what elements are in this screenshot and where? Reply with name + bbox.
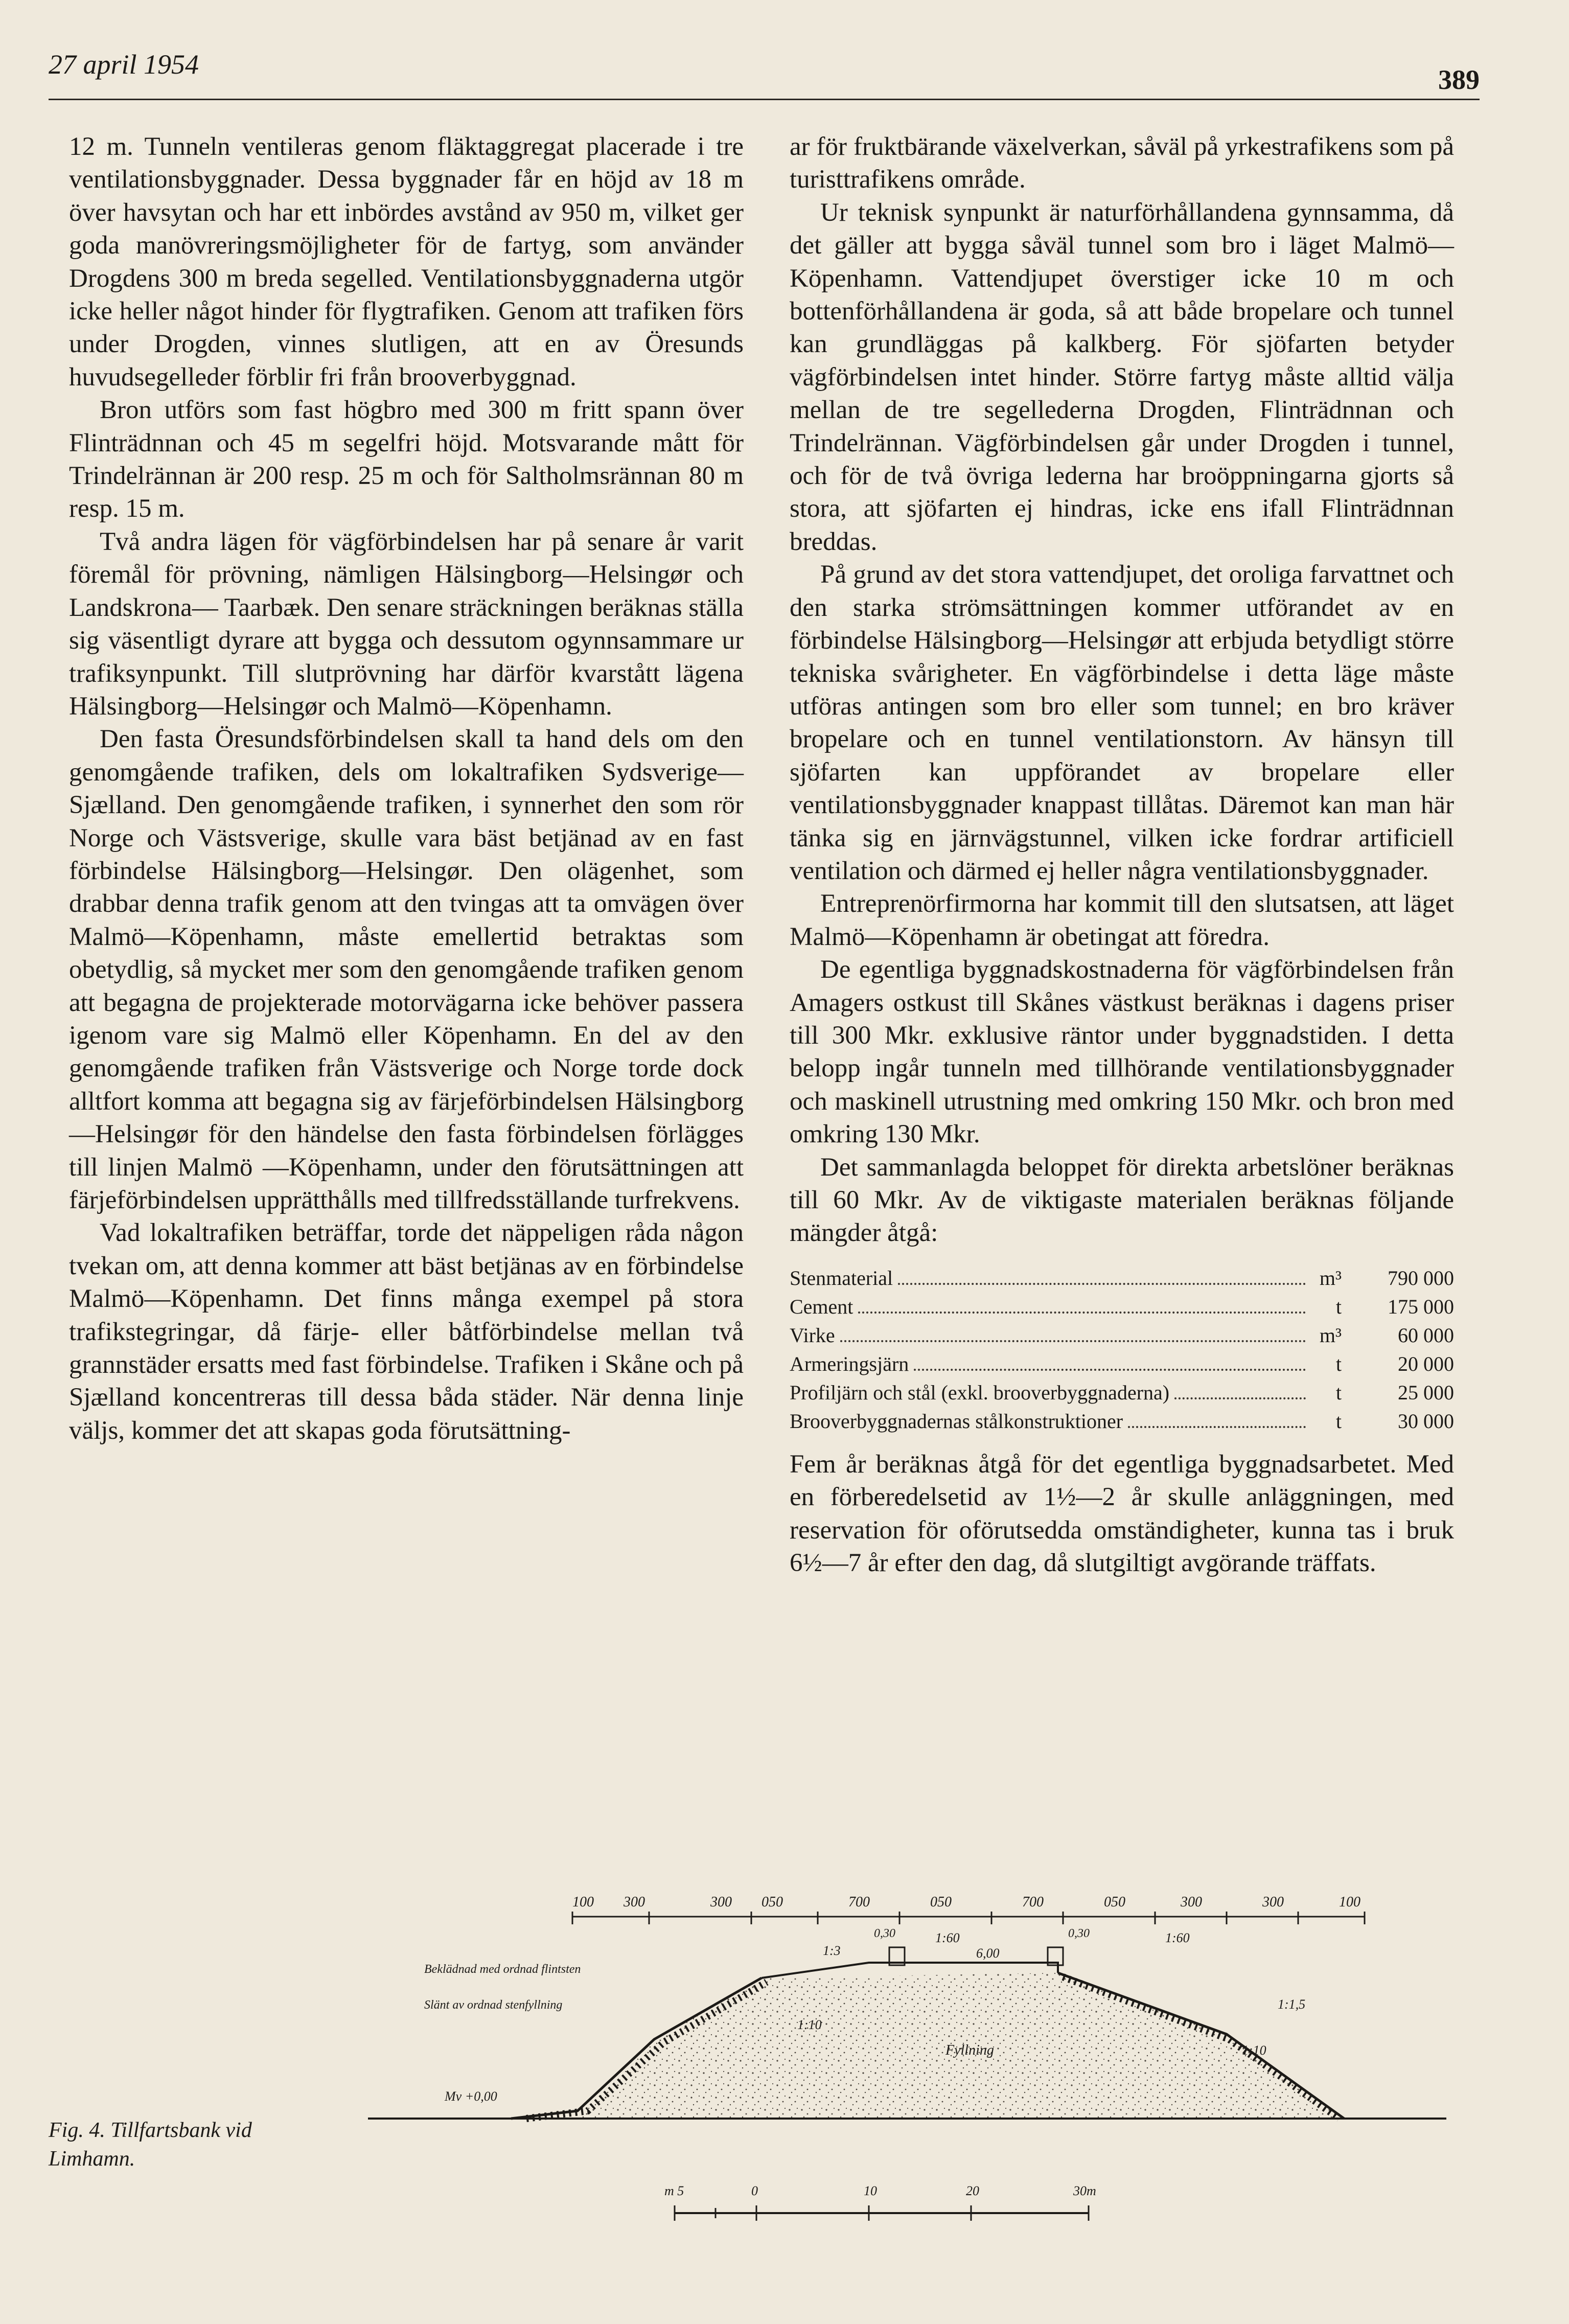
paragraph: Bron utförs som fast högbro med 300 m fritt spann över Flinträdnnan och 45 m segelfri höjd. Motsvarande mått för Trindelrännan är 200 resp. 25 m och för Saltholmsrännan 80 m resp. 15 m. — [69, 396, 744, 523]
material-unit: m³ — [1319, 1323, 1342, 1347]
dim-label: 050 — [930, 1894, 952, 1910]
material-name: Cement — [790, 1295, 853, 1318]
dim-label: 6,00 — [976, 1946, 1000, 1961]
paragraph: På grund av det stora vattendjupet, det oroliga farvattnet och den starka strömsättningen kommer utförandet av en förbindelse Hälsingborg—Helsingør att erbjuda betydligt större tekniska svårigheter. En vägförbindelse i detta läge måste utföras antingen som bro eller som tunnel; en bro kräver bropelare och en tunnel ventilationstorn. Av hänsyn till sjöfarten kan uppförandet av bropelare eller ventilationsbyggnader knappast tillåtas. Däremot kan man här tänka sig en järnvägstunnel, vilken icke fordrar artificiell ventilation och därmed ej heller några ventilationsbyggnader. — [790, 560, 1454, 885]
table-row — [790, 1407, 1454, 1436]
paragraph: Den fasta Öresundsförbindelsen skall ta hand dels om den genomgående trafiken, dels om lokaltrafiken Sydsverige—Sjælland. Den genomgående trafiken, i synnerhet den som rör Norge och Västsverige, skulle vara bäst betjänad av en fast förbindelse Hälsingborg—Helsingør. Den olägenhet, som drabbar denna trafik genom att den tvingas att ta omvägen över Malmö—Köpenhamn, måste emellertid betraktas som obetydlig, så mycket mer som den genomgående trafiken genom att begagna de projekterade motorvägarna icke behöver passera igenom vare sig Malmö eller Köpenhamn. En del av den genomgående trafiken från Västsverige och Norge torde dock alltfort komma att begagna sig av färjeförbindelsen Hälsingborg—Helsingør för den händelse den fasta förbindelsen förlägges till linjen Malmö —Köpenhamn, under den förutsättningen att färjeförbindelsen upprätthålls med tillfredsställande turfrekvens. — [69, 725, 744, 1214]
issue-date: 27 april 1954 — [49, 49, 199, 80]
dim-label: 300 — [1181, 1894, 1202, 1910]
page-number: 389 — [1438, 64, 1480, 95]
fill-label: Fyllning — [945, 2042, 994, 2058]
scale-label: 30m — [1073, 2183, 1096, 2198]
slope-label: 1:60 — [935, 1930, 960, 1945]
embankment-cross-section — [358, 1886, 1457, 2274]
material-qty: 790 000 — [1388, 1266, 1454, 1290]
material-unit: t — [1335, 1295, 1342, 1318]
slope-label: 1:10 — [797, 2017, 822, 2032]
dim-label: 300 — [710, 1894, 732, 1910]
header-rule — [49, 99, 1480, 100]
paragraph: Två andra lägen för vägförbindelsen har på senare år varit föremål för prövning, nämligen Hälsingborg—Helsingør och Landskrona— Taarbæk. Den senare sträckningen beräknas ställa sig väsentligt dyrare att bygga och dessutom ogynnsammare ur trafiksynpunkt. Till slutprövning har därför kvarstått lägena Hälsingborg—Helsingør och Malmö—Köpenhamn. — [69, 527, 744, 721]
dim-label: 300 — [1262, 1894, 1284, 1910]
material-unit: t — [1335, 1352, 1342, 1375]
dim-label: 300 — [624, 1894, 645, 1910]
slope-label: 1:3 — [823, 1943, 841, 1958]
slope-label: 1:60 — [1165, 1930, 1190, 1945]
table-row — [790, 1321, 1454, 1350]
dim-label: 0,30 — [1068, 1927, 1090, 1940]
paragraph: ar för fruktbärande växelverkan, såväl på yrkestrafikens som på turisttrafikens område. — [790, 132, 1454, 194]
table-row — [790, 1264, 1454, 1293]
table-row — [790, 1378, 1454, 1407]
scale-label: 20 — [966, 2183, 979, 2198]
material-name: Virke — [790, 1323, 835, 1347]
dim-label: 050 — [1104, 1894, 1125, 1910]
table-row — [790, 1350, 1454, 1378]
dim-label: 100 — [1339, 1894, 1360, 1910]
paragraph: Det sammanlagda beloppet för direkta arbetslöner beräknas till 60 Mkr. Av de viktigaste materialen beräknas följande mängder åtgå: — [790, 1153, 1454, 1248]
dim-label: 700 — [1022, 1894, 1044, 1910]
slope-label: 1:1,5 — [1278, 1997, 1306, 2012]
water-level-label: Mv +0,00 — [445, 2089, 497, 2104]
material-unit: t — [1335, 1380, 1342, 1404]
scale-label: 0 — [751, 2183, 758, 2198]
paragraph: Ur teknisk synpunkt är naturförhållandena gynnsamma, då det gäller att bygga såväl tunnel som bro i läget Malmö—Köpenhamn. Vattendjupet överstiger icke 10 m och bottenförhållandena är goda, så att både bropelare och tunnel kan grundläggas på kalkberg. För sjöfarten betyder vägförbindelsen intet hinder. Större fartyg måste alltid välja mellan de tre segellederna Drogden, Flinträdnnan och Trindelrännan. Vägförbindelsen går under Drogden i tunnel, och för de två övriga lederna har broöppningarna gjorts så stora, att sjöfarten ej hindras, icke ens ifall Flinträdnnan breddas. — [790, 198, 1454, 556]
material-name: Brooverbyggnadernas stålkonstruktioner — [790, 1409, 1123, 1433]
material-qty: 175 000 — [1388, 1295, 1454, 1318]
right-column — [790, 130, 1454, 1579]
annotation-note: Beklädnad med ordnad flintsten — [424, 1963, 581, 1976]
dim-label: 700 — [848, 1894, 870, 1910]
paragraph: Vad lokaltrafiken beträffar, torde det näppeligen råda någon tvekan om, att denna kommer att bäst betjänas av en förbindelse Malmö—Köpenhamn. Det finns många exempel på stora trafikstegringar, då färje- eller båtförbindelse mellan två grannstäder ersatts med fast förbindelse. Trafiken i Skåne och på Sjælland koncentreras till dessa båda städer. När denna linje väljs, kommer det att skapas goda förutsättning- — [69, 1218, 744, 1445]
material-name: Armeringsjärn — [790, 1352, 909, 1375]
paragraph: De egentliga byggnadskostnaderna för vägförbindelsen från Amagers ostkust till Skånes västkust beräknas i dagens priser till 300 Mkr. exklusive räntor under byggnadstiden. I detta belopp ingår tunneln med tillhörande ventilationsbyggnader och maskinell utrustning med omkring 150 Mkr. och bron med omkring 130 Mkr. — [790, 955, 1454, 1149]
dim-label: 0,30 — [874, 1927, 895, 1940]
top-dimension-ticks — [572, 1912, 1365, 1924]
paragraph: Entreprenörfirmorna har kommit till den slutsatsen, att läget Malmö—Köpenhamn är obetingat att föredra. — [790, 889, 1454, 951]
annotation-note: Slänt av ordnad stenfyllning — [424, 1998, 563, 2012]
figure-caption: Fig. 4. Tillfartsbank vid Limhamn. — [49, 2119, 252, 2171]
paragraph: 12 m. Tunneln ventileras genom fläktaggregat placerade i tre ventilationsbyggnader. Dessa byggnader får en höjd av 18 m över havsytan och har ett inbördes avstånd av 950 m, vilket ger goda manövreringsmöjligheter för de fartyg, som använder Drogdens 300 m breda segelled. Ventilationsbyggnaderna utgör icke heller något hinder för flygtrafiken. Genom att trafiken förs under Drogden, vinnes slutligen, att en av Öresunds huvudsegelleder förblir fri från brooverbyggnad. — [69, 132, 744, 392]
left-column — [69, 130, 744, 1447]
paragraph: Fem år beräknas åtgå för det egentliga byggnadsarbetet. Med en förberedelsetid av 1½—2 år skulle anläggningen, med reservation för oförutsedda omständigheter, kunna tas i bruk 6½—7 år efter den dag, då slutgiltigt avgörande träffats. — [790, 1449, 1454, 1578]
scale-label: m 5 — [664, 2183, 684, 2198]
material-unit: m³ — [1319, 1266, 1342, 1290]
material-name: Profiljärn och stål (exkl. brooverbyggnaderna) — [790, 1380, 1170, 1404]
material-qty: 20 000 — [1398, 1352, 1454, 1375]
dim-label: 050 — [762, 1894, 783, 1910]
materials-table — [790, 1264, 1454, 1436]
material-unit: t — [1335, 1409, 1342, 1433]
material-qty: 60 000 — [1398, 1323, 1454, 1347]
dim-label: 100 — [572, 1894, 594, 1910]
material-qty: 30 000 — [1398, 1409, 1454, 1433]
embankment-figure — [358, 1886, 1457, 2274]
page-header — [49, 28, 1480, 95]
scale-label: 10 — [864, 2183, 877, 2198]
table-row — [790, 1293, 1454, 1321]
material-name: Stenmaterial — [790, 1266, 893, 1290]
material-qty: 25 000 — [1398, 1380, 1454, 1404]
slope-label: 1:10 — [1242, 2043, 1266, 2058]
